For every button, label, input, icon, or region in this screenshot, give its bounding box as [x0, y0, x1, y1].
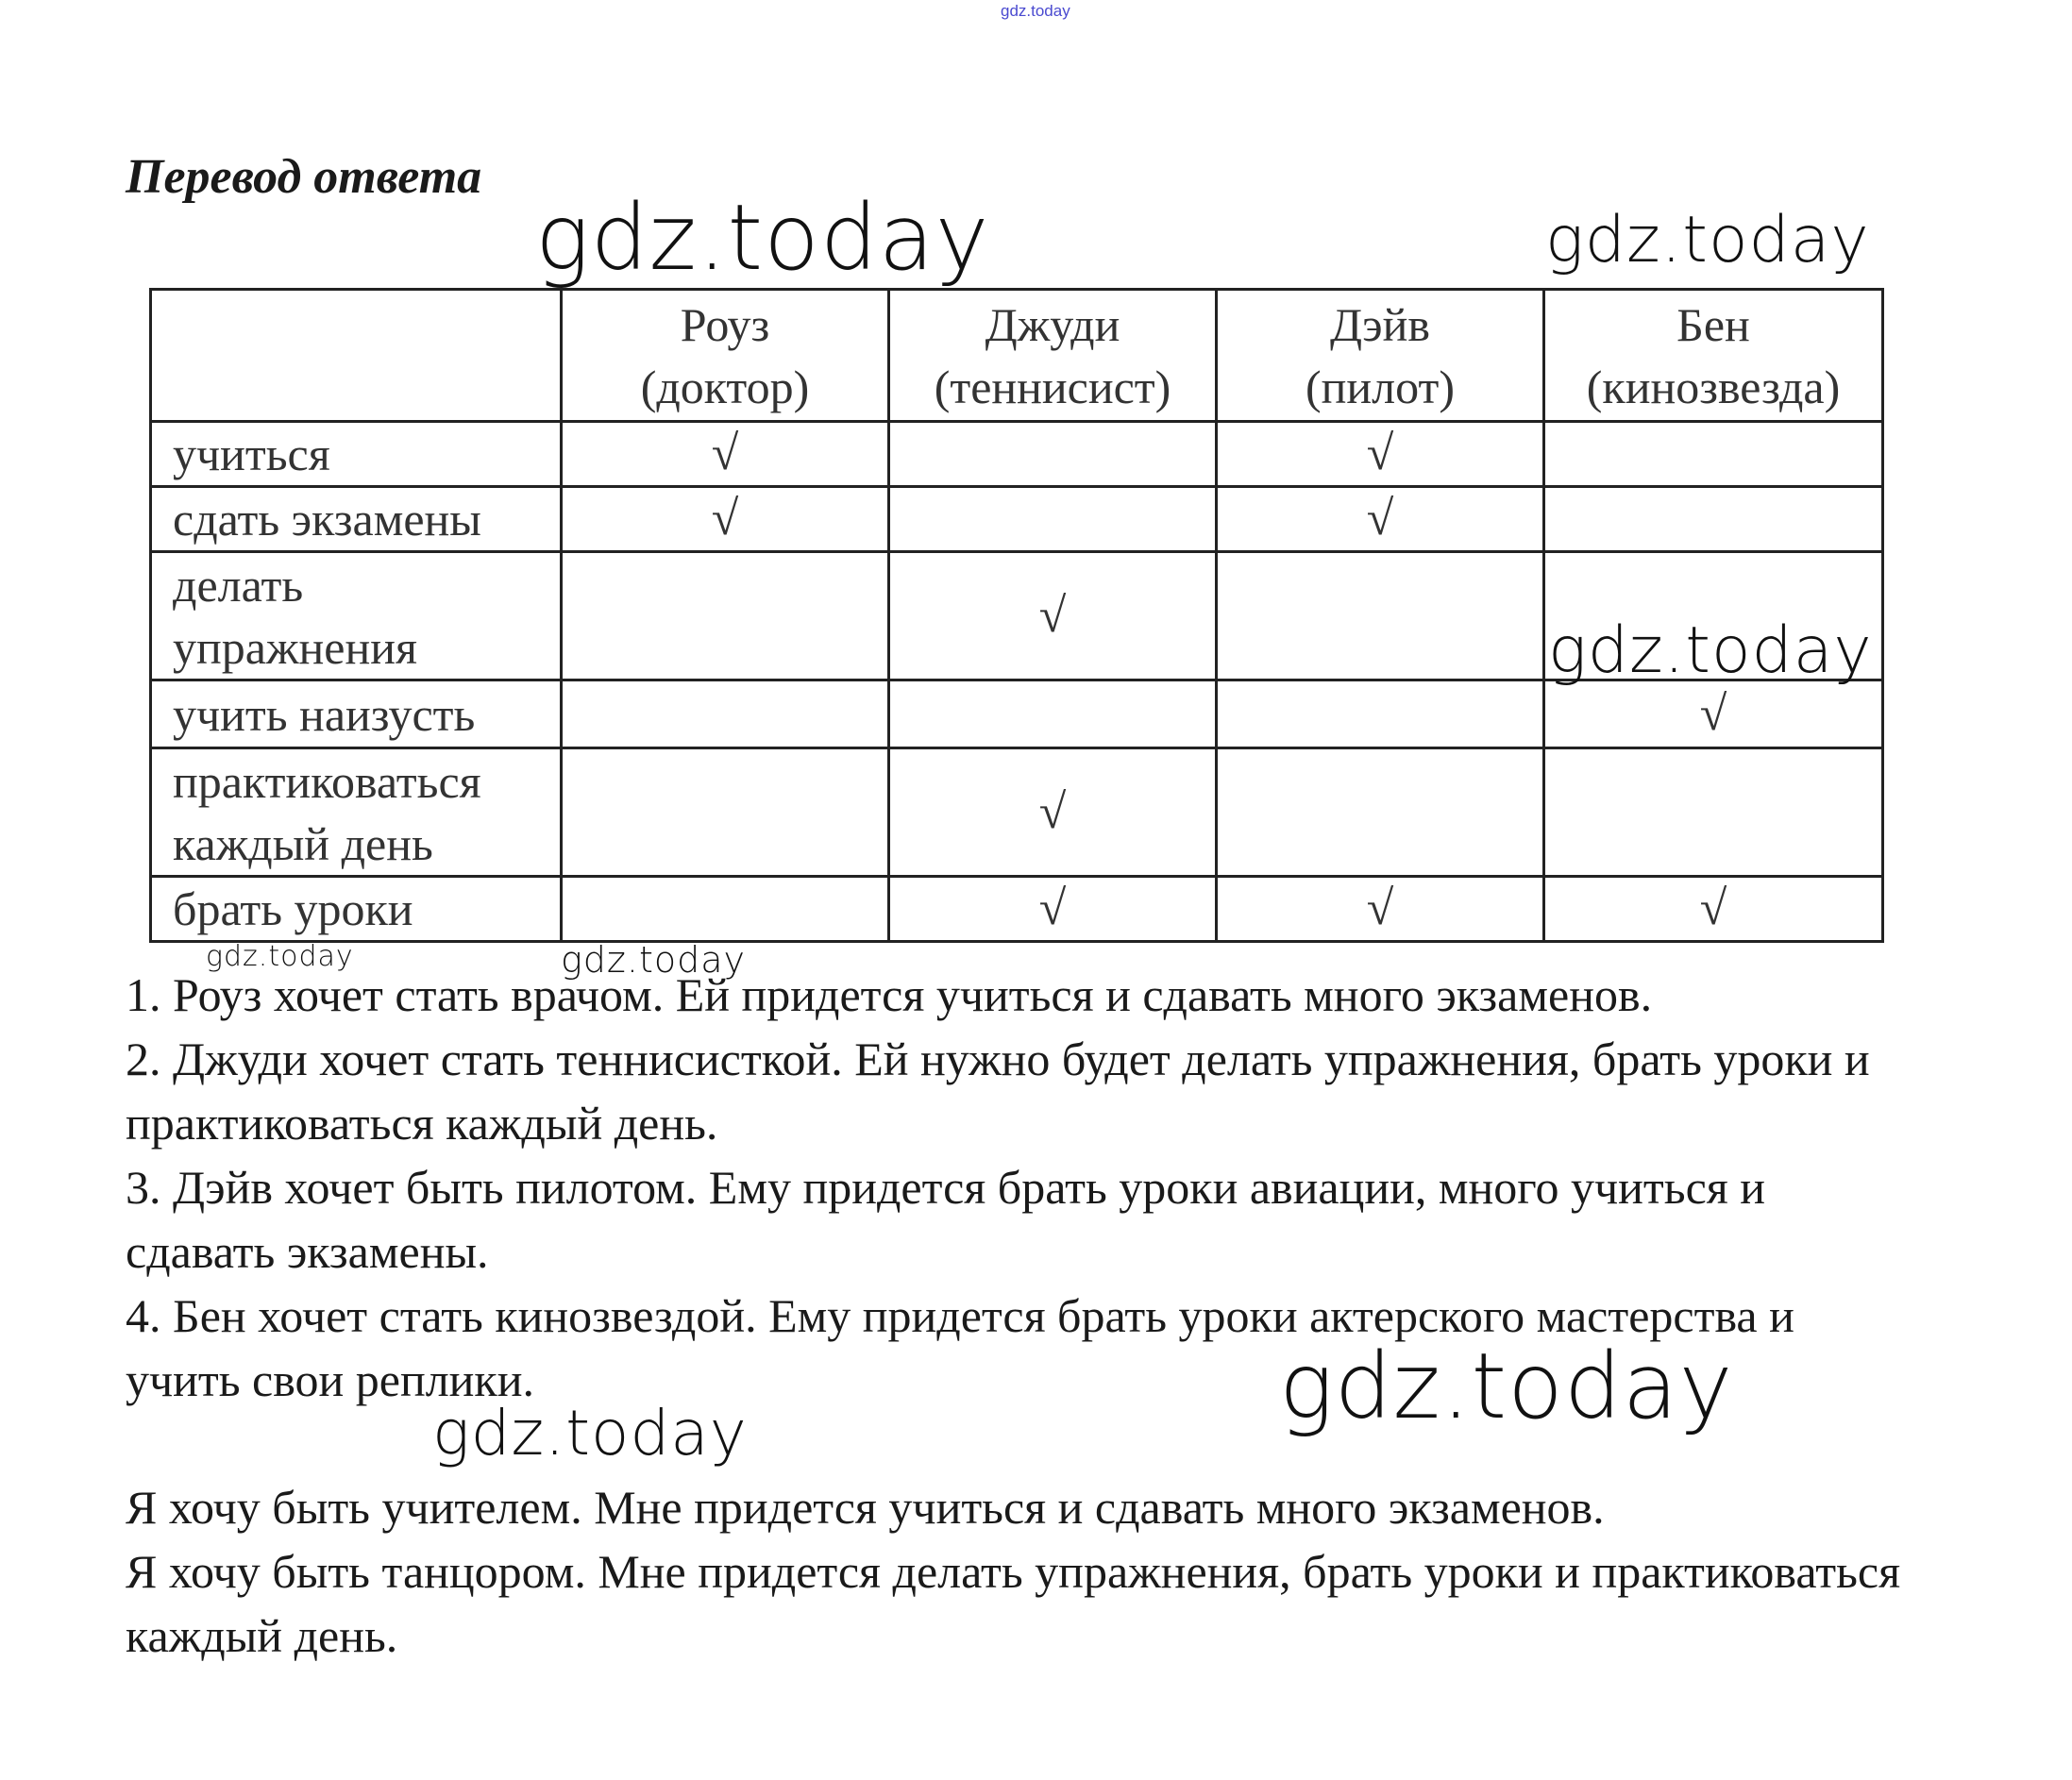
table-row	[151, 877, 1883, 942]
header-empty-cell	[151, 290, 562, 422]
column-header	[1217, 290, 1544, 422]
column-role: (теннисист)	[934, 360, 1171, 413]
check-mark	[1217, 748, 1544, 877]
row-label-line: делать	[173, 558, 304, 612]
watermark: gdz.today	[1548, 613, 1873, 688]
column-name: Бен	[1676, 297, 1750, 351]
column-role: (кинозвезда)	[1586, 360, 1841, 413]
watermark: gdz.today	[432, 1397, 748, 1469]
watermark-top: gdz.today	[1001, 2, 1070, 20]
check-mark	[562, 680, 889, 748]
table-row	[151, 680, 1883, 748]
check-mark	[562, 748, 889, 877]
check-mark	[889, 422, 1217, 487]
check-mark: √	[562, 422, 889, 487]
check-mark: √	[1544, 877, 1883, 942]
watermark: gdz.today	[535, 185, 990, 291]
column-role: (доктор)	[640, 360, 810, 413]
personal-1: Я хочу быть учителем. Мне придется учиться и сдавать много экзаменов.	[126, 1481, 1605, 1534]
answer-4: 4. Бен хочет стать кинозвездой. Ему придется брать уроки актерского мастерства и учить свои реплики.	[126, 1289, 1794, 1406]
column-header	[1544, 290, 1883, 422]
watermark: gdz.today	[1545, 203, 1870, 277]
watermark: gdz.today	[206, 940, 354, 973]
check-mark: √	[1544, 680, 1883, 748]
row-label: учить наизусть	[151, 680, 562, 748]
table-row	[151, 748, 1883, 877]
column-header	[562, 290, 889, 422]
check-mark: √	[889, 552, 1217, 680]
check-mark: √	[1217, 422, 1544, 487]
row-label	[151, 748, 562, 877]
table-row	[151, 487, 1883, 552]
watermark: gdz.today	[1279, 1334, 1734, 1439]
check-mark: √	[889, 877, 1217, 942]
answer-1: 1. Роуз хочет стать врачом. Ей придется учиться и сдавать много экзаменов.	[126, 968, 1653, 1021]
check-mark	[562, 877, 889, 942]
check-mark	[889, 680, 1217, 748]
check-mark	[1217, 552, 1544, 680]
column-header	[889, 290, 1217, 422]
column-name: Джуди	[985, 297, 1120, 351]
row-label-line: упражнения	[173, 620, 417, 674]
column-name: Роуз	[680, 297, 770, 351]
answer-2: 2. Джуди хочет стать теннисисткой. Ей нужно будет делать упражнения, брать уроки и практиковаться каждый день.	[126, 1033, 1870, 1150]
column-role: (пилот)	[1306, 360, 1455, 413]
check-mark	[1217, 680, 1544, 748]
answer-3: 3. Дэйв хочет быть пилотом. Ему придется брать уроки авиации, много учиться и сдавать экзамены.	[126, 1161, 1766, 1278]
table-header-row	[151, 290, 1883, 422]
table-row	[151, 422, 1883, 487]
check-mark: √	[1217, 487, 1544, 552]
personal-2: Я хочу быть танцором. Мне придется делать упражнения, брать уроки и практиковаться каждый день.	[126, 1545, 1901, 1662]
check-mark: √	[889, 748, 1217, 877]
check-mark	[562, 552, 889, 680]
check-mark	[1544, 487, 1883, 552]
check-mark	[889, 487, 1217, 552]
row-label: сдать экзамены	[151, 487, 562, 552]
check-mark	[1544, 422, 1883, 487]
row-label: учиться	[151, 422, 562, 487]
row-label-line: практиковаться	[173, 754, 481, 808]
column-name: Дэйв	[1330, 297, 1430, 351]
check-mark: √	[562, 487, 889, 552]
check-mark	[1544, 748, 1883, 877]
row-label: брать уроки	[151, 877, 562, 942]
row-label	[151, 552, 562, 680]
row-label-line: каждый день	[173, 816, 433, 870]
watermark: gdz.today	[561, 939, 746, 981]
check-mark: √	[1217, 877, 1544, 942]
page-heading: Перевод ответа	[126, 150, 482, 204]
